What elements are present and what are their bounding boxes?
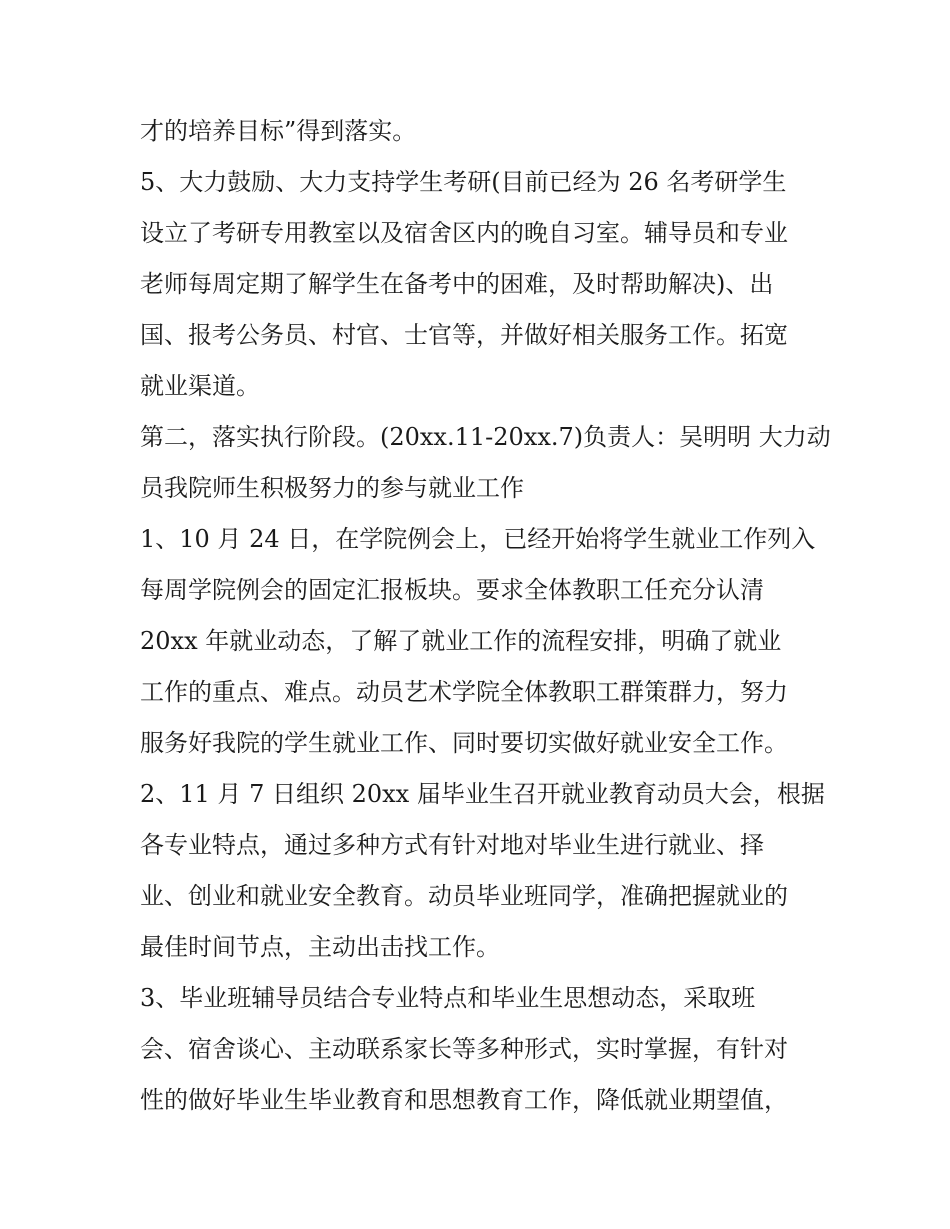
text-line: 国、报考公务员、村官、士官等，并做好相关服务工作。拓宽 [140,321,788,349]
text-line: 20xx 年就业动态，了解了就业工作的流程安排，明确了就业 [140,627,782,655]
text-line: 工作的重点、难点。动员艺术学院全体教职工群策群力，努力 [140,678,788,706]
text-line: 就业渠道。 [140,372,260,400]
text-line: 会、宿舍谈心、主动联系家长等多种形式，实时掌握，有针对 [140,1035,788,1063]
text-line: 服务好我院的学生就业工作、同时要切实做好就业安全工作。 [140,729,788,757]
text-line: 才的培养目标”得到落实。 [140,117,417,145]
text-line: 2、11 月 7 日组织 20xx 届毕业生召开就业教育动员大会，根据 [140,780,825,808]
text-line: 设立了考研专用教室以及宿舍区内的晚自习室。辅导员和专业 [140,219,788,247]
document-body [140,108,831,1128]
text-line: 业、创业和就业安全教育。动员毕业班同学，准确把握就业的 [140,882,788,910]
text-line: 每周学院例会的固定汇报板块。要求全体教职工任充分认清 [140,576,764,604]
text-line: 1、10 月 24 日，在学院例会上，已经开始将学生就业工作列入 [140,525,816,553]
text-line: 员我院师生积极努力的参与就业工作 [140,474,524,502]
text-line: 老师每周定期了解学生在备考中的困难，及时帮助解决)、出 [140,270,774,298]
text-line: 3、毕业班辅导员结合专业特点和毕业生思想动态，采取班 [140,984,756,1012]
text-line: 最佳时间节点，主动出击找工作。 [140,933,500,961]
text-line: 第二，落实执行阶段。(20xx.11-20xx.7)负责人：吴明明 大力动 [140,423,831,451]
text-line: 性的做好毕业生毕业教育和思想教育工作，降低就业期望值， [140,1086,788,1114]
text-line: 5、大力鼓励、大力支持学生考研(目前已经为 26 名考研学生 [140,168,787,196]
text-line: 各专业特点，通过多种方式有针对地对毕业生进行就业、择 [140,831,764,859]
